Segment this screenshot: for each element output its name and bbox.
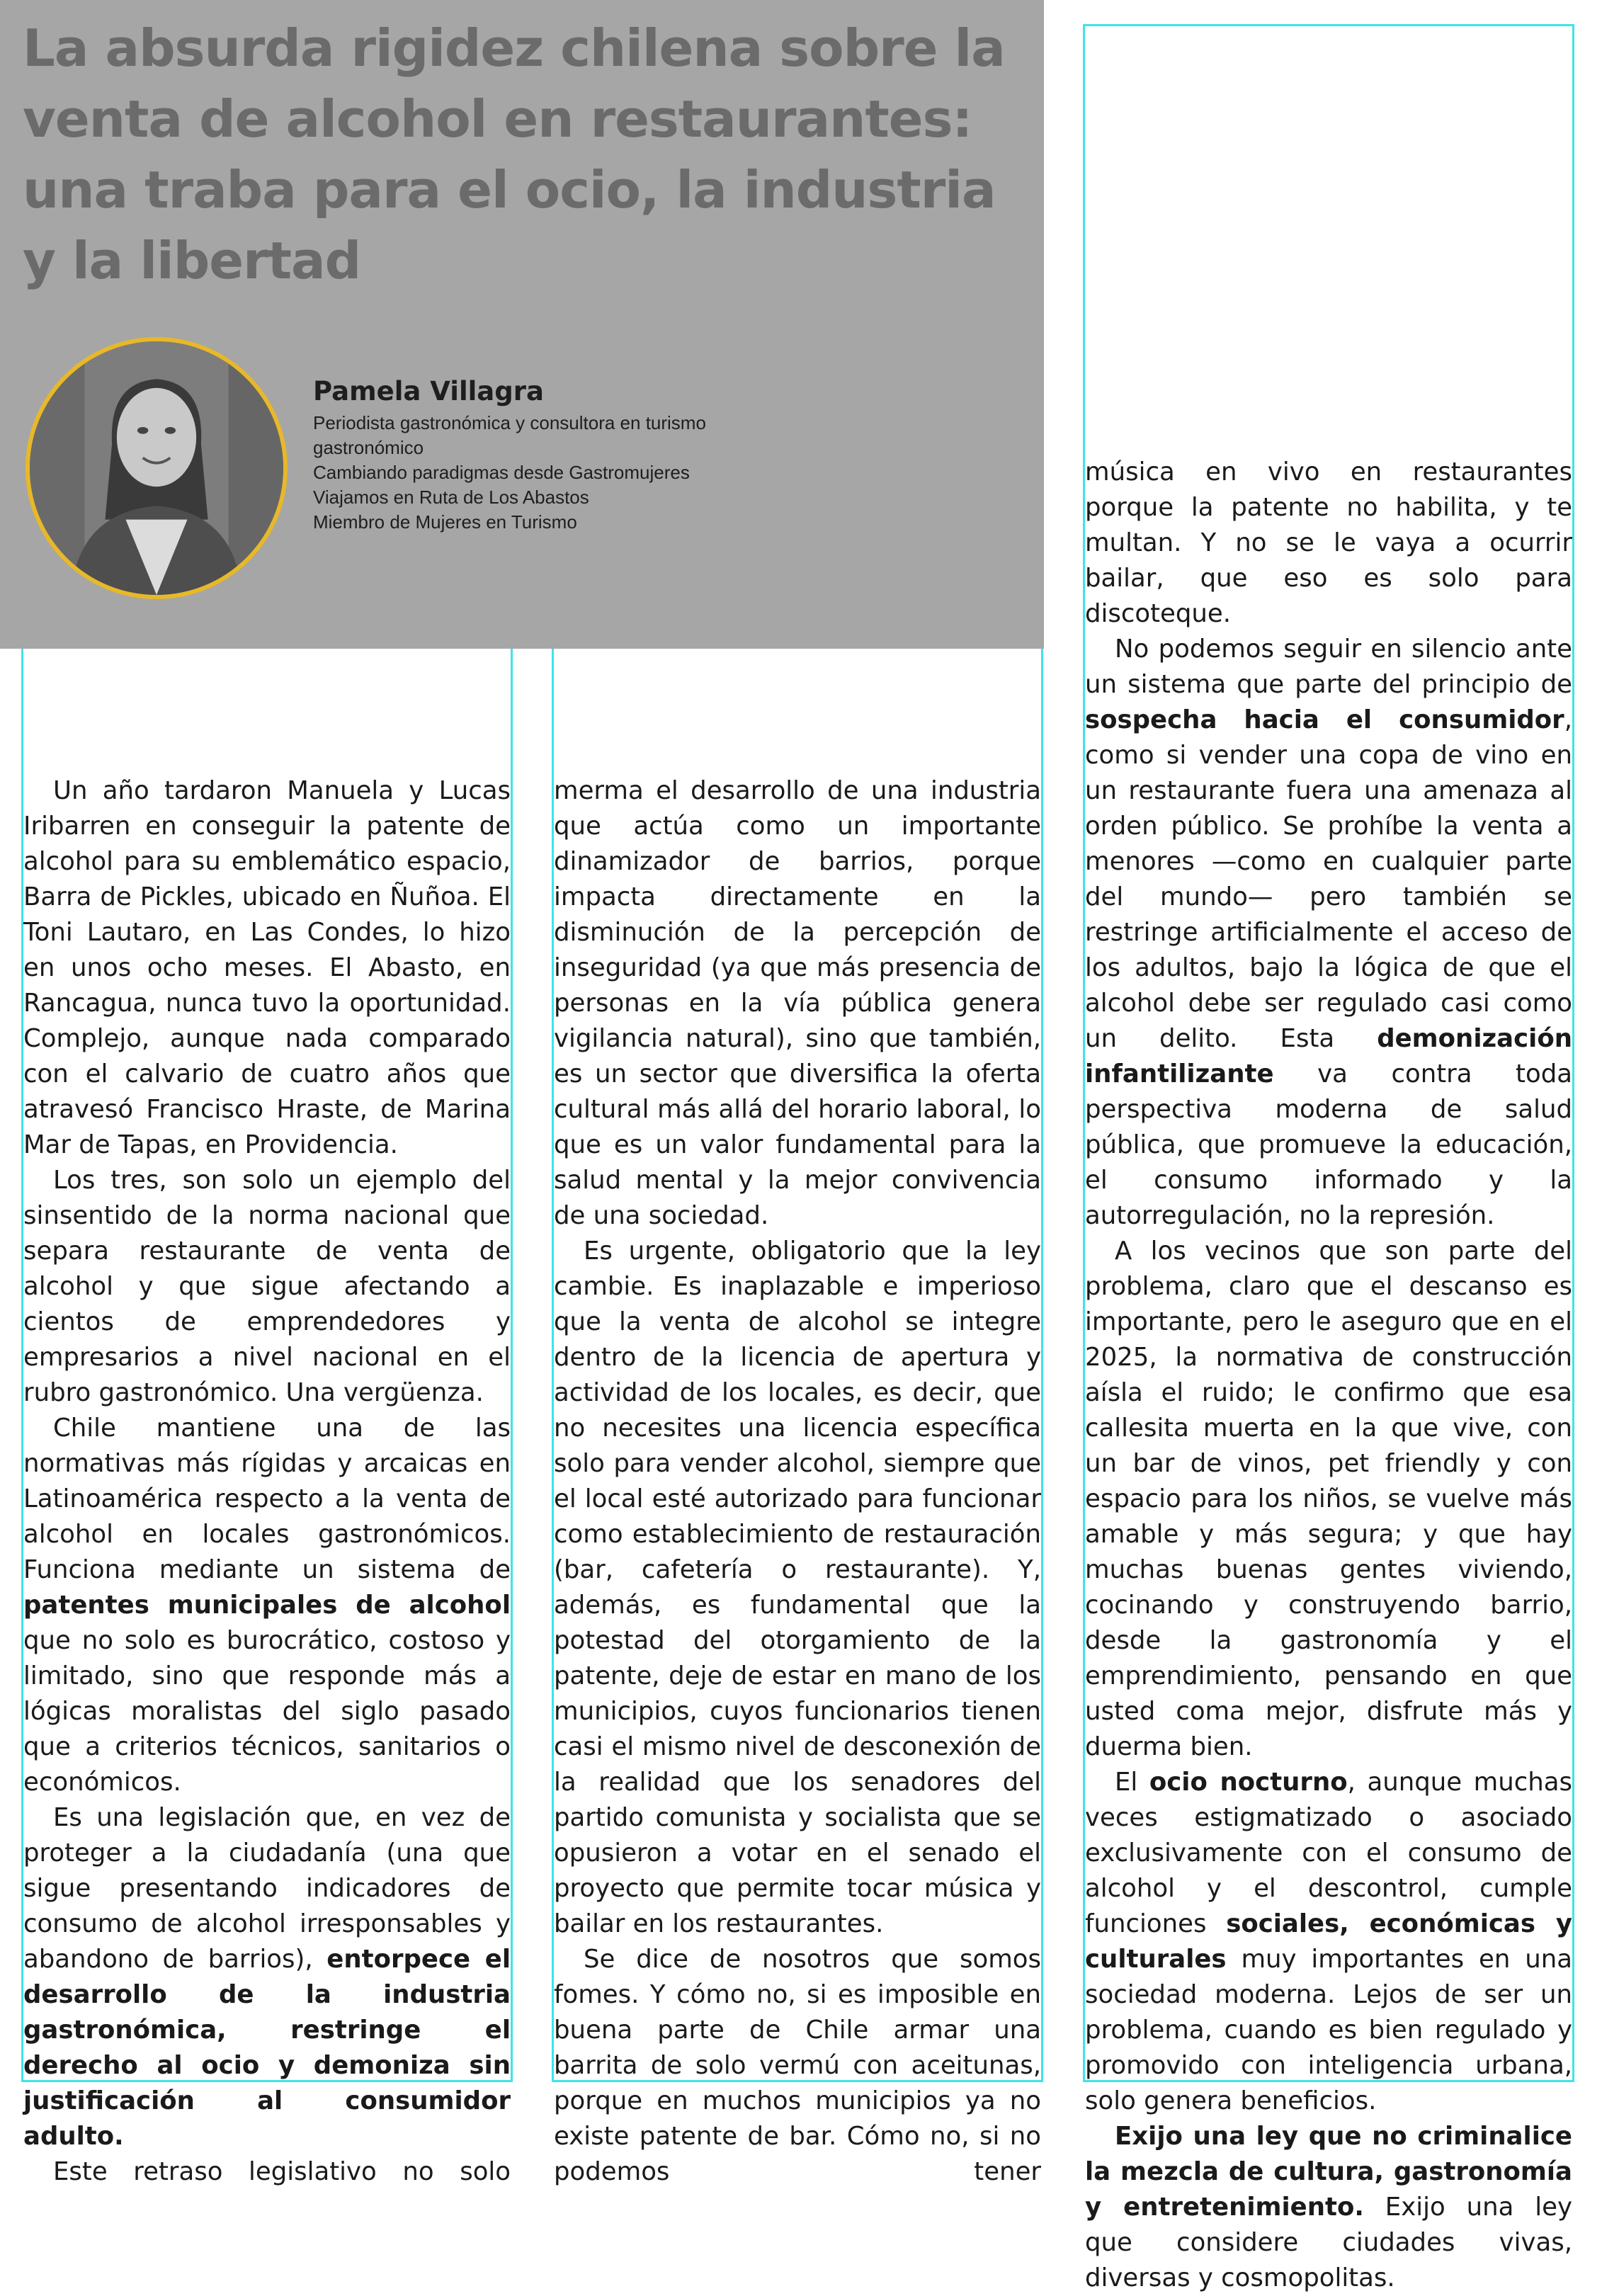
text-run: No podemos seguir en silencio ante un sistema que parte del principio de bbox=[1085, 635, 1572, 699]
paragraph: Un año tardaron Manuela y Lucas Iribarren en conseguir la patente de alcohol para su emblemático espacio, Barra de Pickles, ubicado en Ñuñoa. El Toni Lautaro, en Las Condes, lo hizo en unos ocho meses. El Abasto, en Rancagua, nunca tuvo la oportunidad. Complejo, aunque nada comparado con el calvario de cuatro años que atravesó Francisco Hraste, de Marina Mar de Tapas, en Providencia. bbox=[23, 776, 511, 1159]
text-run: muy importantes en una sociedad moderna. Lejos de ser un problema, cuando es bien regulado y promovido con inteligencia urbana, solo genera beneficios. bbox=[1085, 1945, 1572, 2115]
bold-text: patentes municipales de alcohol bbox=[23, 1591, 511, 1620]
author-photo bbox=[25, 337, 288, 599]
author-name: Pamela Villagra bbox=[313, 376, 544, 407]
bold-text: Exijo una ley que no criminalice la mezcla de cultura, gastronomía y entretenimiento. bbox=[1085, 2122, 1572, 2222]
text-run: que no solo es burocrático, costoso y limitado, sino que responde más a lógicas moralistas del siglo pasado que a criterios técnicos, sanitarios o económicos. bbox=[23, 1626, 511, 1797]
paragraph: música en vivo en restaurantes porque la patente no habilita, y te multan. Y no se le vaya a ocurrir bailar, que eso es solo para discoteque. bbox=[1085, 458, 1572, 628]
author-line: Cambiando paradigmas desde Gastromujeres bbox=[313, 462, 690, 483]
text-run: , aunque muchas veces estigmatizado o asociado exclusivamente con el consumo de alcohol y el descontrol, cumple funciones bbox=[1085, 1768, 1572, 1938]
bold-text: entorpece el desarrollo de la industria gastronómica, restringe el derecho al ocio y demoniza sin justificación al consumidor adulto. bbox=[23, 1945, 511, 2151]
paragraph: A los vecinos que son parte del problema, claro que el descanso es importante, pero le aseguro que en el 2025, la normativa de construcción aísla el ruido; le confirmo que esa callesita muerta en la que vive, con un bar de vinos, pet friendly y con espacio para los niños, se vuelve más amable y más segura; y que hay muchas buenas gentes viviendo, cocinando y construyendo barrio, desde la gastronomía y el emprendimiento, pensando en que usted coma mejor, disfrute más y duerma bien. bbox=[1085, 1237, 1572, 1761]
text-run: Chile mantiene una de las normativas más rígidas y arcaicas en Latinoamérica respecto a la venta de alcohol en locales gastronómicos. Funciona mediante un sistema de bbox=[23, 1414, 511, 1584]
author-line: Miembro de Mujeres en Turismo bbox=[313, 511, 577, 533]
text-run: , como si vender una copa de vino en un restaurante fuera una amenaza al orden público. Se prohíbe la venta a menores —como en cualquier parte del mundo— pero también se restringe artificialmente el acceso de los adultos, bajo la lógica de que el alcohol debe ser regulado casi como un delito. Esta bbox=[1085, 705, 1572, 1053]
bold-text: ocio nocturno bbox=[1149, 1768, 1348, 1797]
paragraph bbox=[23, 1411, 511, 1800]
text-run: va contra toda perspectiva moderna de salud pública, que promueve la educación, el consumo informado y la autorregulación, no la represión. bbox=[1085, 1059, 1572, 1230]
article-column-1 bbox=[23, 773, 511, 2190]
author-line: Viajamos en Ruta de Los Abastos bbox=[313, 487, 589, 508]
article-column-2 bbox=[554, 773, 1041, 2190]
article-column-3 bbox=[1085, 455, 1572, 2296]
text-run: El bbox=[1115, 1768, 1149, 1797]
header-banner bbox=[0, 0, 1044, 649]
bold-text: demonización infantilizante bbox=[1085, 1024, 1572, 1089]
paragraph bbox=[23, 1800, 511, 2154]
paragraph: merma el desarrollo de una industria que actúa como un importante dinamizador de barrios, porque impacta directamente en la disminución de la percepción de inseguridad (ya que más presencia de personas en la vía pública genera vigilancia natural), sino que también, es un sector que diversifica la oferta cultural más allá del horario laboral, lo que es un valor fundamental para la salud mental y la mejor convivencia de una sociedad. bbox=[554, 776, 1041, 1230]
text-run: Es una legislación que, en vez de proteger a la ciudadanía (una que sigue presentando indicadores de consumo de alcohol irresponsables y abandono de barrios), bbox=[23, 1803, 511, 1974]
paragraph: Es urgente, obligatorio que la ley cambie. Es inaplazable e imperioso que la venta de alcohol se integre dentro de la licencia de apertura y actividad de los locales, es decir, que no necesites una licencia específica solo para vender alcohol, siempre que el local esté autorizado para funcionar como establecimiento de restauración (bar, cafetería o restaurante). Y, además, es fundamental que la potestad del otorgamiento de la patente, deje de estar en mano de los municipios, cuyos funcionarios tienen casi el mismo nivel de desconexión de la realidad que los senadores del partido comunista y socialista que se opusieron a votar en el senado el proyecto que permite tocar música y bailar en los restaurantes. bbox=[554, 1237, 1041, 1938]
author-line: gastronómico bbox=[313, 437, 424, 458]
author-portrait-icon bbox=[30, 341, 283, 595]
paragraph bbox=[1085, 1765, 1572, 2119]
paragraph: Los tres, son solo un ejemplo del sinsentido de la norma nacional que separa restaurante de venta de alcohol y que sigue afectando a cientos de emprendedores y empresarios a nivel nacional en el rubro gastronómico. Una vergüenza. bbox=[23, 1166, 511, 1407]
text-run: Exijo una ley que considere ciudades vivas, diversas y cosmopolitas. bbox=[1085, 2193, 1572, 2292]
bold-text: sospecha hacia el consumidor bbox=[1085, 705, 1564, 734]
paragraph: Este retraso legislativo no solo bbox=[53, 2157, 511, 2186]
author-line: Periodista gastronómica y consultora en turismo bbox=[313, 412, 706, 433]
bold-text: sociales, económicas y culturales bbox=[1085, 1909, 1572, 1974]
author-info bbox=[313, 375, 738, 535]
paragraph: Se dice de nosotros que somos fomes. Y cómo no, si es imposible en buena parte de Chile armar una barrita de solo vermú con aceitunas, porque en muchos municipios ya no existe patente de bar. Cómo no, si no podemos tener bbox=[554, 1945, 1041, 2186]
article-title: La absurda rigidez chilena sobre la venta de alcohol en restaurantes: una traba para el ocio, la industria y la libertad bbox=[23, 18, 1005, 290]
paragraph bbox=[1085, 632, 1572, 1234]
paragraph bbox=[1085, 2119, 1572, 2296]
